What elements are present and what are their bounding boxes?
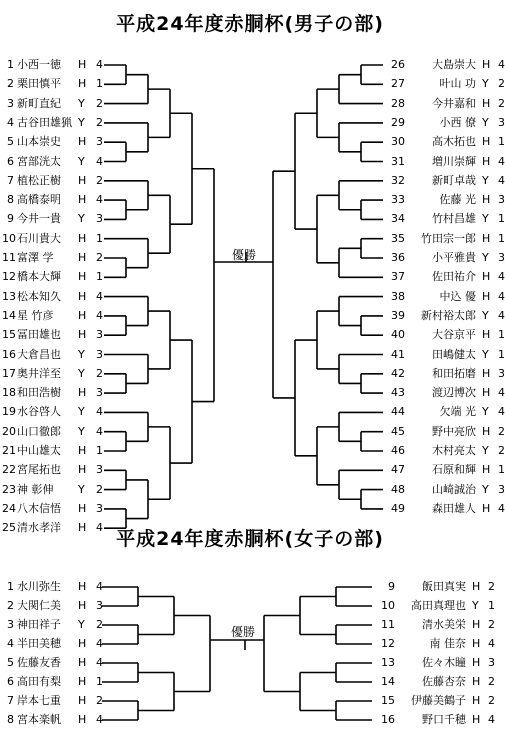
entry-number: 18 (2, 386, 16, 400)
school-code: Y (482, 77, 489, 91)
player-name: 渡辺博次 (432, 386, 476, 400)
entry-number: 29 (391, 115, 405, 129)
entry-number: 16 (381, 713, 395, 726)
school-code: H (482, 424, 491, 438)
school-code: Y (78, 366, 85, 380)
school-code: H (482, 231, 491, 245)
entry-number: 12 (2, 270, 16, 284)
player-name: 松本知久 (17, 289, 61, 303)
school-code: H (472, 694, 481, 707)
entry-number: 37 (391, 270, 405, 284)
entry-number: 11 (381, 618, 395, 631)
grade: 2 (96, 366, 103, 380)
entry-number: 48 (391, 482, 405, 496)
school-code: H (78, 713, 87, 726)
player-name: 石川貴大 (17, 231, 61, 245)
school-code: Y (78, 115, 85, 129)
school-code: H (482, 501, 491, 515)
boys-title: 平成24年度赤胴杯(男子の部) (116, 13, 384, 35)
school-code: H (482, 328, 491, 342)
entry-number: 10 (381, 599, 395, 612)
entry-number: 39 (391, 308, 405, 322)
school-code: Y (482, 347, 489, 361)
school-code: Y (78, 154, 85, 168)
grade: 1 (488, 599, 495, 612)
player-name: 石原和輝 (432, 463, 476, 477)
school-code: H (482, 289, 491, 303)
grade: 2 (96, 96, 103, 110)
entry-number: 3 (7, 96, 14, 110)
grade: 3 (96, 328, 103, 342)
grade: 1 (498, 231, 505, 245)
player-name: 佐々木瞳 (422, 656, 466, 669)
school-code: Y (78, 424, 85, 438)
school-code: H (78, 463, 87, 477)
grade: 4 (498, 501, 505, 515)
school-code: H (78, 173, 87, 187)
player-name: 高田有梨 (17, 675, 61, 688)
school-code: H (472, 656, 481, 669)
player-name: 橋本大輝 (17, 270, 61, 284)
grade: 2 (488, 580, 495, 593)
entry-number: 5 (7, 135, 14, 149)
school-code: H (78, 58, 87, 71)
grade: 4 (96, 193, 103, 207)
school-code: H (482, 96, 491, 110)
school-code: H (482, 270, 491, 284)
grade: 4 (498, 58, 505, 71)
grade: 2 (96, 694, 103, 707)
school-code: H (78, 637, 87, 650)
player-name: 叶山 功 (439, 77, 476, 91)
grade: 1 (498, 347, 505, 361)
grade: 2 (96, 618, 103, 631)
entry-number: 21 (2, 444, 16, 457)
grade: 3 (96, 599, 103, 612)
grade: 3 (96, 386, 103, 400)
player-name: 植松正樹 (17, 173, 61, 187)
entry-number: 1 (7, 580, 14, 593)
player-name: 新村裕太郎 (421, 308, 476, 322)
player-name: 宮本楽帆 (17, 713, 61, 726)
entry-number: 45 (391, 424, 405, 438)
player-name: 清水孝洋 (17, 521, 61, 535)
grade: 2 (488, 694, 495, 707)
player-name: 佐藤 光 (439, 193, 476, 207)
entry-number: 8 (7, 713, 14, 726)
school-code: H (78, 193, 87, 207)
player-name: 大谷京平 (432, 328, 476, 342)
entry-number: 30 (391, 135, 405, 149)
grade: 4 (96, 580, 103, 593)
grade: 2 (96, 482, 103, 496)
player-name: 高田真理也 (411, 599, 466, 612)
entry-number: 16 (2, 347, 16, 361)
grade: 3 (96, 212, 103, 226)
school-code: H (78, 135, 87, 149)
grade: 4 (96, 58, 103, 71)
grade: 2 (498, 77, 505, 91)
school-code: H (78, 694, 87, 707)
entry-number: 4 (7, 115, 14, 129)
grade: 4 (488, 637, 495, 650)
school-code: H (482, 463, 491, 477)
player-name: 水谷啓人 (17, 405, 61, 419)
entry-number: 7 (7, 173, 14, 187)
school-code: H (78, 77, 87, 91)
school-code: H (78, 656, 87, 669)
entry-number: 19 (2, 405, 16, 419)
grade: 3 (488, 656, 495, 669)
player-name: 野中亮欣 (432, 424, 476, 438)
grade: 1 (498, 135, 505, 149)
school-code: H (472, 713, 481, 726)
player-name: 中山雄太 (17, 444, 61, 457)
grade: 1 (498, 463, 505, 477)
entry-number: 17 (2, 366, 16, 380)
entry-number: 42 (391, 366, 405, 380)
school-code: H (482, 135, 491, 149)
player-name: 欠端 光 (439, 405, 476, 419)
player-name: 奥井洋至 (17, 366, 61, 380)
entry-number: 24 (2, 501, 16, 515)
school-code: H (78, 289, 87, 303)
player-name: 竹田宗一郎 (421, 231, 476, 245)
grade: 3 (498, 115, 505, 129)
player-name: 星 竹彦 (17, 308, 54, 322)
entry-number: 5 (7, 656, 14, 669)
player-name: 山口徹郎 (17, 424, 61, 438)
entry-number: 26 (391, 58, 405, 71)
entry-number: 28 (391, 96, 405, 110)
grade: 4 (498, 308, 505, 322)
entry-number: 46 (391, 444, 405, 457)
grade: 1 (96, 675, 103, 688)
boys-champion-label: 優勝 (232, 248, 257, 262)
player-name: 岸本七重 (17, 694, 61, 707)
grade: 4 (96, 154, 103, 168)
grade: 3 (96, 347, 103, 361)
entry-number: 15 (2, 328, 16, 342)
entry-number: 34 (391, 212, 405, 226)
player-name: 飯田真実 (422, 580, 466, 593)
player-name: 小西 僚 (439, 115, 476, 129)
entry-number: 11 (2, 251, 16, 264)
entry-number: 23 (2, 482, 16, 496)
school-code: Y (78, 96, 85, 110)
school-code: Y (482, 405, 489, 419)
entry-number: 3 (7, 618, 14, 631)
entry-number: 25 (2, 521, 16, 535)
entry-number: 2 (7, 77, 14, 91)
school-code: Y (482, 482, 489, 496)
entry-number: 35 (391, 231, 405, 245)
school-code: H (78, 270, 87, 284)
school-code: H (472, 580, 481, 593)
player-name: 栗田慎平 (17, 77, 61, 91)
entry-number: 47 (391, 463, 405, 477)
player-name: 高橋泰明 (17, 193, 61, 207)
grade: 1 (96, 231, 103, 245)
player-name: 宮部洸太 (17, 154, 61, 168)
school-code: H (482, 386, 491, 400)
entry-number: 31 (391, 154, 405, 168)
school-code: H (78, 444, 87, 457)
school-code: Y (482, 308, 489, 322)
player-name: 佐藤杏奈 (422, 675, 466, 688)
school-code: H (472, 637, 481, 650)
player-name: 和田浩樹 (17, 386, 61, 400)
player-name: 小西一徳 (17, 58, 61, 71)
grade: 3 (498, 251, 505, 264)
grade: 1 (96, 77, 103, 91)
grade: 4 (498, 154, 505, 168)
player-name: 冨田雄也 (17, 328, 61, 342)
entry-number: 33 (391, 193, 405, 207)
player-name: 今井一貴 (17, 212, 61, 226)
grade: 4 (96, 656, 103, 669)
player-name: 中込 優 (439, 289, 476, 303)
entry-number: 14 (381, 675, 395, 688)
school-code: H (78, 251, 87, 264)
player-name: 八木信悟 (17, 501, 61, 515)
entry-number: 4 (7, 637, 14, 650)
school-code: H (78, 308, 87, 322)
school-code: H (482, 154, 491, 168)
entry-number: 14 (2, 308, 16, 322)
entry-number: 8 (7, 193, 14, 207)
grade: 4 (498, 405, 505, 419)
grade: 2 (498, 444, 505, 457)
grade: 3 (498, 482, 505, 496)
girls-champion-label: 優勝 (231, 625, 256, 639)
grade: 1 (96, 444, 103, 457)
entry-number: 7 (7, 694, 14, 707)
player-name: 伊藤美鶴子 (411, 694, 466, 707)
player-name: 田嶋健太 (432, 347, 476, 361)
school-code: H (78, 599, 87, 612)
player-name: 古谷田雄猟 (17, 115, 72, 129)
player-name: 竹村昌雄 (432, 212, 476, 226)
grade: 4 (96, 637, 103, 650)
school-code: H (472, 618, 481, 631)
player-name: 神 彰伸 (17, 482, 54, 496)
grade: 4 (96, 289, 103, 303)
school-code: H (78, 675, 87, 688)
player-name: 森田雄人 (432, 501, 476, 515)
school-code: H (78, 386, 87, 400)
entry-number: 13 (2, 289, 16, 303)
entry-number: 15 (381, 694, 395, 707)
entry-number: 20 (2, 424, 16, 438)
player-name: 神田祥子 (17, 618, 61, 631)
grade: 3 (96, 501, 103, 515)
school-code: Y (78, 482, 85, 496)
grade: 1 (498, 212, 505, 226)
player-name: 新町直紀 (17, 96, 61, 110)
player-name: 水川弥生 (17, 580, 61, 593)
grade: 2 (498, 96, 505, 110)
entry-number: 44 (391, 405, 405, 419)
player-name: 佐田祐介 (432, 270, 476, 284)
grade: 4 (498, 386, 505, 400)
school-code: Y (482, 251, 489, 264)
entry-number: 36 (391, 251, 405, 264)
player-name: 半田美穂 (17, 637, 61, 650)
player-name: 大関仁美 (17, 599, 61, 612)
entry-number: 9 (388, 580, 395, 593)
grade: 4 (498, 173, 505, 187)
player-name: 山崎誠治 (432, 482, 476, 496)
school-code: Y (78, 347, 85, 361)
school-code: Y (78, 405, 85, 419)
bracket-path (102, 65, 383, 720)
entry-number: 22 (2, 463, 16, 477)
player-name: 野口千穂 (422, 713, 466, 726)
entry-number: 10 (2, 231, 16, 245)
grade: 4 (96, 308, 103, 322)
school-code: H (78, 231, 87, 245)
entry-number: 12 (381, 637, 395, 650)
grade: 3 (96, 463, 103, 477)
grade: 3 (498, 193, 505, 207)
grade: 4 (96, 521, 103, 535)
entry-number: 32 (391, 173, 405, 187)
player-name: 富澤 学 (17, 251, 54, 264)
player-name: 木村亮太 (432, 444, 476, 457)
grade: 4 (96, 405, 103, 419)
player-name: 佐藤友香 (17, 656, 61, 669)
player-name: 宮尾拓也 (17, 463, 61, 477)
player-name: 清水美栄 (422, 618, 466, 631)
grade: 4 (96, 713, 103, 726)
player-name: 大島崇大 (432, 58, 476, 71)
grade: 4 (498, 270, 505, 284)
school-code: Y (482, 115, 489, 129)
entry-number: 2 (7, 599, 14, 612)
player-name: 増川崇輝 (432, 154, 476, 168)
player-name: 山本崇史 (17, 135, 61, 149)
player-name: 新町卓哉 (432, 173, 476, 187)
entry-number: 43 (391, 386, 405, 400)
school-code: H (78, 521, 87, 535)
school-code: H (78, 328, 87, 342)
entry-number: 40 (391, 328, 405, 342)
player-name: 大倉昌也 (17, 347, 61, 361)
grade: 2 (96, 115, 103, 129)
grade: 4 (488, 713, 495, 726)
girls-title: 平成24年度赤胴杯(女子の部) (116, 528, 384, 550)
grade: 2 (488, 675, 495, 688)
school-code: H (472, 675, 481, 688)
entry-number: 6 (7, 154, 14, 168)
school-code: H (482, 366, 491, 380)
school-code: H (482, 193, 491, 207)
entry-number: 41 (391, 347, 405, 361)
grade: 1 (498, 328, 505, 342)
player-name: 和田拓磨 (432, 366, 476, 380)
entry-number: 6 (7, 675, 14, 688)
entry-number: 9 (7, 212, 14, 226)
school-code: Y (482, 444, 489, 457)
grade: 2 (96, 173, 103, 187)
grade: 4 (96, 424, 103, 438)
school-code: H (78, 580, 87, 593)
entry-number: 49 (391, 501, 405, 515)
school-code: Y (472, 599, 479, 612)
entry-number: 13 (381, 656, 395, 669)
school-code: Y (482, 173, 489, 187)
entry-number: 27 (391, 77, 405, 91)
school-code: Y (78, 212, 85, 226)
grade: 2 (488, 618, 495, 631)
school-code: Y (482, 212, 489, 226)
grade: 3 (498, 366, 505, 380)
entry-number: 38 (391, 289, 405, 303)
grade: 2 (96, 251, 103, 264)
grade: 4 (498, 289, 505, 303)
player-name: 小平雅貴 (432, 251, 476, 264)
player-name: 高木拓也 (432, 135, 476, 149)
player-name: 南 佳奈 (429, 637, 466, 650)
grade: 3 (96, 135, 103, 149)
school-code: H (482, 58, 491, 71)
player-name: 今井嘉和 (432, 96, 476, 110)
school-code: Y (78, 618, 85, 631)
grade: 2 (498, 424, 505, 438)
school-code: H (78, 501, 87, 515)
entry-number: 1 (7, 58, 14, 71)
grade: 1 (96, 270, 103, 284)
